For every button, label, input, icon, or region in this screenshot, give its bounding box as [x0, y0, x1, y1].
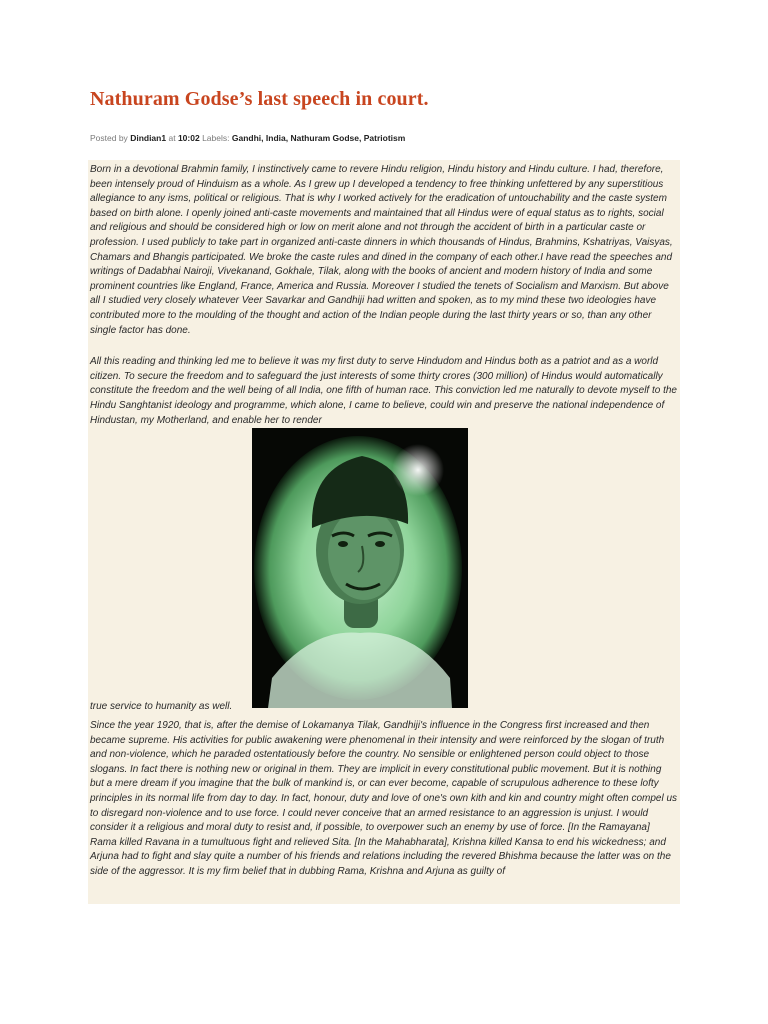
- at-label: at: [168, 133, 176, 143]
- paragraph-1: Born in a devotional Brahmin family, I instinctively came to revere Hindu religion, Hindu history and Hindu culture. I had, therefore, been intensely proud of Hinduism as a whole. As I grew up I developed a tendency to free thinking unfettered by any superstitious allegiance to any isms, political or religious. That is why I worked actively for the eradication of untouchability and the caste system based on birth alone. I openly joined anti-caste movements and maintained that all Hindus were of equal status as to rights, social and religious and should be considered high or low on merit alone and not through the accident of birth in a particular caste or profession. I used publicly to take part in organized anti-caste dinners in which thousands of Hindus, Brahmins, Kshatriyas, Vaisyas, Chamars and Bhangis participated. We broke the caste rules and dined in the company of each other.I have read the speeches and writings of Dadabhai Nairoji, Vivekanand, Gokhale, Tilak, along with the books of ancient and modern history of India and some prominent countries like England, France, America and Russia. Moreover I studied the tenets of Socialism and Marxism. But above all I studied very closely whatever Veer Savarkar and Gandhiji had written and spoken, as to my mind these two ideologies have contributed more to the moulding of the thought and action of the Indian people during the last thirty years or so, than any other single factor has done.: [90, 164, 673, 336]
- post-body: [88, 160, 680, 904]
- paragraph-2-tail: true service to humanity as well.: [90, 701, 233, 713]
- label-link-india[interactable]: India: [265, 133, 286, 143]
- portrait-image: [252, 428, 468, 708]
- paragraph-3: Since the year 1920, that is, after the demise of Lokamanya Tilak, Gandhiji's influence in the Congress first increased and then became supreme. His activities for public awakening were phenomenal in their intensity and were reinforced by the slogan of truth and non-violence, which he paraded ostentatiously before the country. No sensible or enlightened person could object to those slogans. In fact there is nothing new or original in them. They are implicit in every constitutional public movement. But it is nothing but a mere dream if you imagine that the bulk of mankind is, or can ever become, capable of scrupulous adherence to these lofty principles in its normal life from day to day. In fact, honour, duty and love of one's own kith and kin and country might often compel us to disregard non-violence and to use force. I could never conceive that an armed resistance to an aggression is unjust. I would consider it a religious and moral duty to resist and, if possible, to overpower such an enemy by use of force. [In the Ramayana] Rama killed Ravana in a tumultuous fight and relieved Sita. [In the Mahabharata], Krishna killed Kansa to end his wickedness; and Arjuna had to fight and slay quite a number of his friends and relations including the revered Bhishma because the latter was on the side of the aggressor. It is my firm belief that in dubbing Rama, Krishna and Arjuna as guilty of: [90, 720, 678, 878]
- author-link[interactable]: Dindian1: [130, 133, 167, 143]
- paragraph-2: All this reading and thinking led me to believe it was my first duty to serve Hindudom and Hindus both as a patriot and as a world citizen. To secure the freedom and to safeguard the just interests of some thirty crores (300 million) of Hindus would automatically constitute the freedom and the well being of all India, one fifth of human race. This conviction led me naturally to devote myself to the Hindu Sanghtanist ideology and programme, which alone, I came to believe, could win and preserve the national independence of Hindustan, my Motherland, and enable her to render: [90, 356, 677, 426]
- label-link-patriotism[interactable]: Patriotism: [363, 133, 406, 143]
- post-title: Nathuram Godse’s last speech in court.: [90, 88, 429, 110]
- label-link-nathuram-godse[interactable]: Nathuram Godse: [290, 133, 359, 143]
- label-link-gandhi[interactable]: Gandhi: [231, 133, 262, 143]
- posted-by-label: Posted by: [90, 133, 128, 143]
- post-time[interactable]: 10:02: [177, 133, 200, 143]
- post-meta: Posted by Dindian1 at 10:02 Labels: Gandhi, India, Nathuram Godse, Patriotism: [90, 133, 406, 143]
- labels-label: Labels:: [202, 133, 230, 143]
- portrait-row: [88, 428, 680, 712]
- portrait-photo: [252, 428, 468, 708]
